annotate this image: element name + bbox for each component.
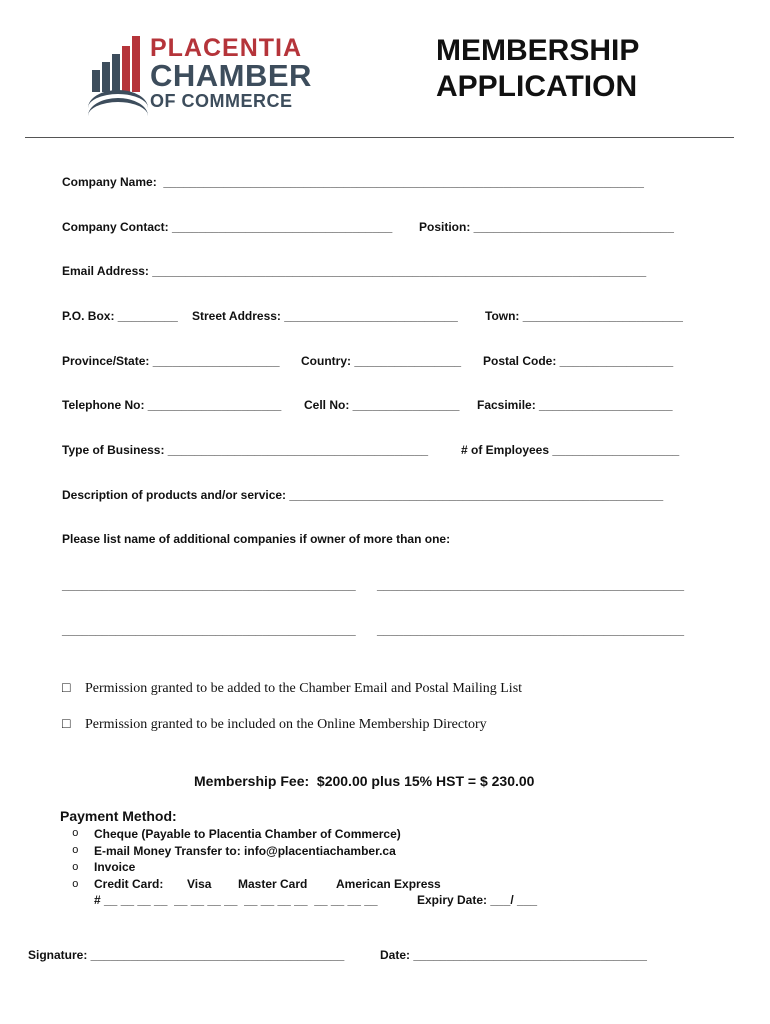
bullet-icon: o [72,828,79,840]
logo-text-of-commerce: OF COMMERCE [150,91,293,111]
position-field[interactable]: Position: ______________________________ [419,220,674,234]
payment-option-etransfer[interactable]: E-mail Money Transfer to: info@placentiachamber.ca [94,844,396,858]
directory-checkbox[interactable]: □ [62,717,71,732]
bullet-icon: o [72,845,79,857]
mailing-list-permission-label: Permission granted to be added to the Chamber Email and Postal Mailing List [85,681,523,696]
postal-code-field[interactable]: Postal Code: _________________ [483,354,674,368]
additional-companies-label: Please list name of additional companies if owner of more than one: [62,532,451,546]
payment-option-credit-card[interactable]: Credit Card: [94,877,164,891]
cell-field[interactable]: Cell No: ________________ [304,398,460,412]
additional-company-line[interactable]: ______________________________________________ [377,623,684,637]
description-field[interactable]: Description of products and/or service: ________________________________________________________ [62,488,664,502]
telephone-field[interactable]: Telephone No: ____________________ [62,398,282,412]
business-type-field[interactable]: Type of Business: _______________________________________ [62,443,429,457]
page-title-line1: MEMBERSHIP [436,34,640,67]
email-field[interactable]: Email Address: __________________________________________________________________________ [62,264,647,278]
bullet-icon: o [72,879,79,891]
country-field[interactable]: Country: ________________ [301,354,462,368]
header-divider [25,137,734,138]
payment-option-cheque[interactable]: Cheque (Payable to Placentia Chamber of Commerce) [94,827,401,841]
po-box-field[interactable]: P.O. Box: _________ [62,309,178,323]
province-field[interactable]: Province/State: ___________________ [62,354,280,368]
signature-field[interactable]: Signature: ______________________________________ [28,948,345,962]
card-number-field[interactable]: # __ __ __ __ __ __ __ __ __ __ __ __ __ __ __ __ [94,893,378,907]
bullet-icon: o [72,862,79,874]
membership-fee: Membership Fee: $200.00 plus 15% HST = $ 230.00 [194,773,535,789]
logo-text-placentia: PLACENTIA [150,34,303,62]
town-field[interactable]: Town: ________________________ [485,309,683,323]
street-address-field[interactable]: Street Address: __________________________ [192,309,458,323]
date-field[interactable]: Date: ___________________________________ [380,948,647,962]
card-visa[interactable]: Visa [187,877,212,891]
expiry-date-field[interactable]: Expiry Date: ___/ ___ [417,893,538,907]
card-amex[interactable]: American Express [336,877,441,891]
company-name-field[interactable]: Company Name: ________________________________________________________________________ [62,175,644,189]
payment-option-invoice[interactable]: Invoice [94,860,136,874]
payment-method-title: Payment Method: [60,808,177,824]
logo-bars-icon [88,36,146,112]
additional-company-line[interactable]: ____________________________________________ [62,623,356,637]
directory-permission-label: Permission granted to be included on the Online Membership Directory [85,717,487,732]
additional-company-line[interactable]: ______________________________________________ [377,578,684,592]
employees-field[interactable]: # of Employees ___________________ [461,443,680,457]
chamber-logo [88,36,328,112]
facsimile-field[interactable]: Facsimile: ____________________ [477,398,673,412]
page-title-line2: APPLICATION [436,70,638,103]
logo-text-chamber: CHAMBER [150,58,312,93]
card-mastercard[interactable]: Master Card [238,877,308,891]
additional-company-line[interactable]: ____________________________________________ [62,578,356,592]
company-contact-field[interactable]: Company Contact: _________________________________ [62,220,393,234]
mailing-list-checkbox[interactable]: □ [62,681,71,696]
